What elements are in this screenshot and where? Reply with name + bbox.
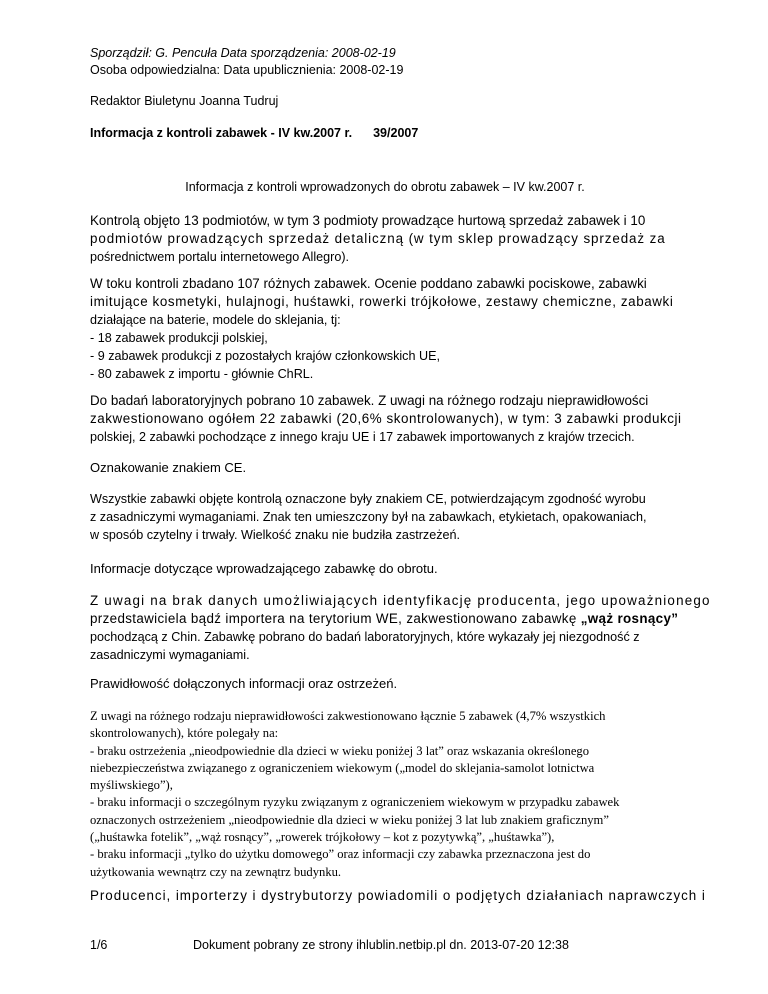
heading-ce-marking: Oznakowanie znakiem CE. — [90, 460, 247, 475]
paragraph-line: myśliwskiego”), — [90, 778, 173, 793]
report-subtitle: Informacja z kontroli wprowadzonych do obrotu zabawek – IV kw.2007 r. — [185, 180, 585, 194]
paragraph-line: Kontrolą objęto 13 podmiotów, w tym 3 podmioty prowadzące hurtową sprzedaż zabawek i 10 — [90, 213, 646, 228]
paragraph-line: Do badań laboratoryjnych pobrano 10 zabawek. Z uwagi na różnego rodzaju nieprawidłowości — [90, 393, 649, 408]
paragraph-tested-toys — [90, 275, 680, 383]
paragraph-line: Wszystkie zabawki objęte kontrolą oznaczone były znakiem CE, potwierdzającym zgodność wyrobu — [90, 492, 646, 506]
paragraph-line: użytkowania wewnątrz czy na zewnątrz budynku. — [90, 864, 342, 879]
paragraph-line: działające na baterie, modele do sklejania, tj: — [90, 313, 341, 327]
paragraph-line: - braku informacji o szczególnym ryzyku związanym z ograniczeniem wiekowym w przypadku zabawek — [90, 795, 620, 810]
paragraph-warnings — [90, 708, 680, 881]
paragraph-ce-marking — [90, 490, 680, 544]
paragraph-line: oznaczonych ostrzeżeniem „nieodpowiednie dla dzieci w wieku poniżej 3 lat lub znakiem graficznym” — [90, 812, 609, 827]
paragraph-line: Z uwagi na brak danych umożliwiających identyfikację producenta, jego upoważnionego — [90, 593, 711, 608]
page-number: 1/6 — [90, 938, 108, 952]
heading-importer-info: Informacje dotyczące wprowadzającego zabawkę do obrotu. — [90, 561, 438, 576]
document-header — [90, 45, 680, 79]
paragraph-line: („huśtawka fotelik”, „wąż rosnący”, „rowerek trójkołowy – kot z pozytywką”, „huśtawka”), — [90, 830, 555, 845]
paragraph-line: imitujące kosmetyki, hulajnogi, huśtawki, rowerki trójkołowe, zestawy chemiczne, zabawki — [90, 294, 674, 309]
paragraph-line: - braku ostrzeżenia „nieodpowiednie dla dzieci w wieku poniżej 3 lat” oraz wskazania określonego — [90, 743, 589, 758]
paragraph-importer — [90, 592, 711, 664]
paragraph-line: z zasadniczymi wymaganiami. Znak ten umieszczony był na zabawkach, etykietach, opakowaniach, — [90, 510, 647, 524]
paragraph-line — [90, 610, 680, 628]
paragraph-corrective-actions — [90, 887, 706, 905]
paragraph-line: Producenci, importerzy i dystrybutorzy powiadomili o podjętych działaniach naprawczych i — [90, 888, 706, 903]
paragraph-line: podmiotów prowadzących sprzedaż detaliczną (w tym sklep prowadzący sprzedaż za — [90, 231, 666, 246]
paragraph-line: Z uwagi na różnego rodzaju nieprawidłowości zakwestionowano łącznie 5 zabawek (4,7% wszystkich — [90, 709, 606, 723]
paragraph-text: przedstawiciela bądź importera na terytorium WE, zakwestionowano zabawkę — [90, 611, 581, 626]
paragraph-line: skontrolowanych), które polegały na: — [90, 726, 279, 741]
toy-name-highlight: „wąż rosnący” — [580, 611, 679, 626]
paragraph-line: zasadniczymi wymaganiami. — [90, 648, 250, 662]
paragraph-line: niebezpieczeństwa związanego z ograniczeniem wiekowym („model do sklejania-samolot lotnictwa — [90, 760, 595, 775]
paragraph-lab-tests — [90, 392, 680, 446]
document-title-text: Informacja z kontroli zabawek - IV kw.2007 r. — [90, 126, 353, 140]
responsible-line: Osoba odpowiedzialna: Data upublicznienia: 2008-02-19 — [90, 63, 404, 77]
list-item: - 80 zabawek z importu - głównie ChRL. — [90, 367, 314, 381]
paragraph-line: w sposób czytelny i trwały. Wielkość znaku nie budziła zastrzeżeń. — [90, 528, 461, 542]
paragraph-line: zakwestionowano ogółem 22 zabawki (20,6% skontrolowanych), w tym: 3 zabawki produkcji — [90, 411, 682, 426]
paragraph-line: polskiej, 2 zabawki pochodzące z innego kraju UE i 17 zabawek importowanych z krajów trzecich. — [90, 430, 635, 444]
paragraph-scope — [90, 212, 680, 266]
paragraph-line: W toku kontroli zbadano 107 różnych zabawek. Ocenie poddano zabawki pociskowe, zabawki — [90, 276, 647, 291]
list-item: - 9 zabawek produkcji z pozostałych krajów członkowskich UE, — [90, 349, 440, 363]
list-item: - 18 zabawek produkcji polskiej, — [90, 331, 268, 345]
document-number: 39/2007 — [373, 126, 419, 140]
paragraph-line: pośrednictwem portalu internetowego Allegro). — [90, 250, 350, 264]
paragraph-line: - braku informacji „tylko do użytku domowego” oraz informacji czy zabawka przeznaczona jest do — [90, 847, 591, 862]
footer-source: Dokument pobrany ze strony ihlublin.netbip.pl dn. 2013-07-20 12:38 — [193, 938, 569, 952]
document-title — [90, 125, 680, 142]
editor-line: Redaktor Biuletynu Joanna Tudruj — [90, 94, 279, 108]
paragraph-line: pochodzącą z Chin. Zabawkę pobrano do badań laboratoryjnych, które wykazały jej niezgodność z — [90, 630, 640, 644]
heading-information-warnings: Prawidłowość dołączonych informacji oraz ostrzeżeń. — [90, 676, 398, 691]
prepared-by-line: Sporządził: G. Pencuła Data sporządzenia: 2008-02-19 — [90, 46, 396, 60]
